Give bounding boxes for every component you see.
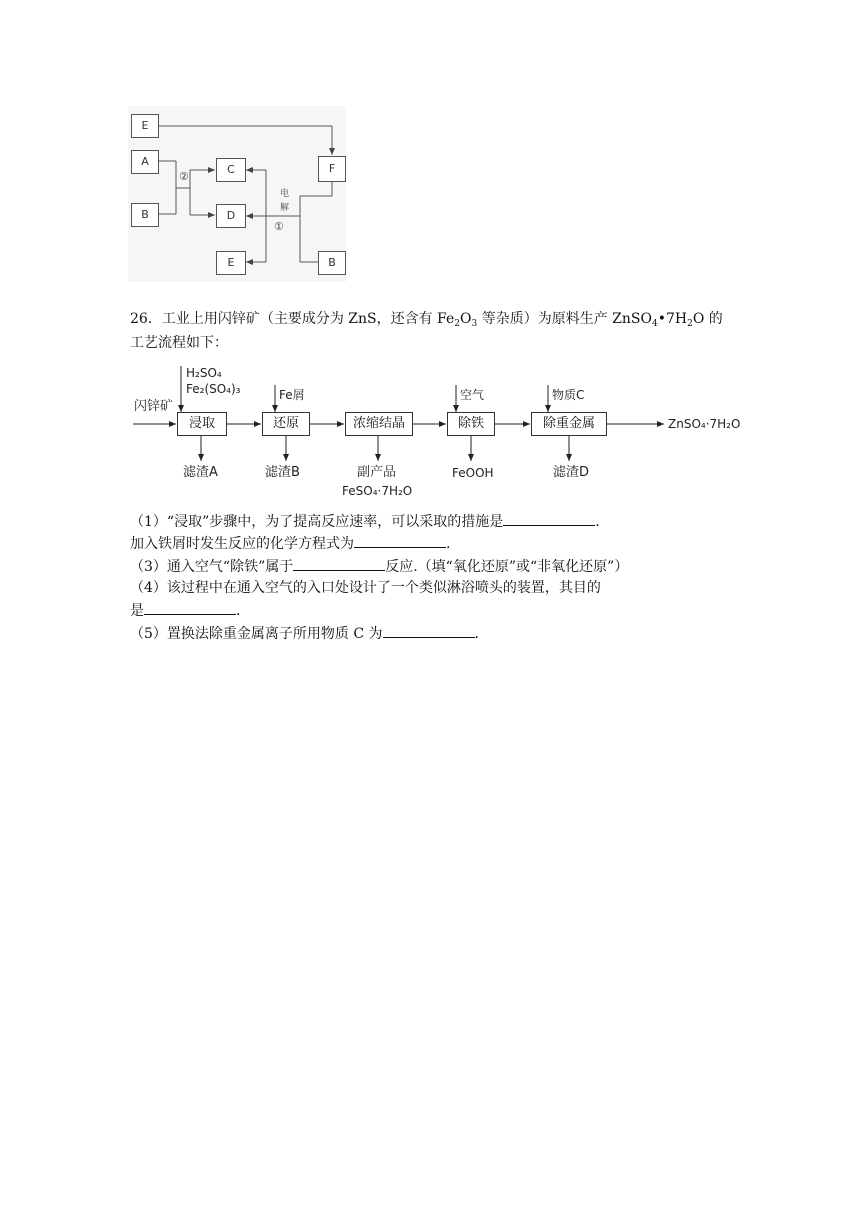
- question-26-line2: 工艺流程如下：: [130, 335, 228, 351]
- step-crystallization: 浓缩结晶: [345, 412, 413, 436]
- reagent-fe: Fe屑: [279, 388, 305, 402]
- reagent-h2so4: H₂SO₄: [186, 366, 222, 380]
- reagent-c: 物质C: [552, 388, 585, 402]
- q1b-end: .: [446, 536, 451, 552]
- input-ore-label: 闪锌矿: [134, 399, 174, 414]
- q5-end: .: [474, 626, 479, 642]
- answer-blank-3[interactable]: [293, 555, 385, 571]
- step-reduction: 还原: [262, 412, 310, 436]
- reagent-air: 空气: [460, 388, 485, 402]
- q3-text: （3）通入空气“除铁”属于: [130, 559, 294, 575]
- q1b-text: 加入铁屑时发生反应的化学方程式为: [130, 536, 354, 552]
- q26-text-c: 等杂质）为原料生产 ZnSO: [477, 311, 652, 327]
- q26-sub-1: 2: [454, 319, 461, 329]
- node-b-left: B: [131, 203, 159, 227]
- node-d: D: [216, 204, 246, 228]
- q26-sub-4: 2: [687, 319, 693, 329]
- q26-text-d: •7H: [657, 311, 688, 327]
- q5-text: （5）置换法除重金属离子所用物质 C 为: [130, 626, 383, 642]
- reaction-1-label: ①: [274, 220, 284, 233]
- subquestion-1-line2: [130, 532, 450, 555]
- node-f: F: [318, 156, 346, 182]
- q4b-end: .: [236, 603, 241, 619]
- q26-text-b: O: [460, 311, 472, 327]
- q4b-text: 是: [130, 603, 144, 619]
- q26-sub-3: 4: [651, 319, 658, 329]
- q3-end: 反应.（填“氧化还原”或“非氧化还原”）: [385, 559, 629, 575]
- residue-a: 滤渣A: [183, 465, 218, 480]
- q26-text-e: O 的: [692, 311, 723, 327]
- node-e-bottom: E: [216, 251, 246, 275]
- q1-text: （1）“浸取”步骤中，为了提高反应速率，可以采取的措施是: [130, 514, 504, 530]
- answer-blank-4[interactable]: [144, 599, 236, 615]
- residue-b: 滤渣B: [265, 465, 300, 480]
- subquestion-4-line1: （4）该过程中在通入空气的入口处设计了一个类似淋浴喷头的装置，其目的: [130, 580, 601, 596]
- answer-blank-5[interactable]: [383, 622, 475, 638]
- subquestion-1-line1: [130, 510, 600, 533]
- step-heavy-metal-removal: 除重金属: [531, 412, 607, 436]
- reaction-2-label: ②: [179, 170, 189, 183]
- subquestion-4-line2: [130, 599, 240, 622]
- node-a: A: [131, 150, 159, 174]
- subquestion-5: [130, 622, 479, 645]
- subquestion-3: [130, 555, 628, 578]
- q1-end: .: [595, 514, 600, 530]
- feooh-label: FeOOH: [452, 466, 494, 480]
- node-c: C: [216, 158, 246, 182]
- node-b-right: B: [318, 251, 346, 275]
- node-e-top: E: [131, 114, 159, 138]
- q26-sub-2: 3: [471, 319, 478, 329]
- step-leaching: 浸取: [177, 412, 227, 436]
- electrolysis-label-2: 解: [280, 203, 290, 213]
- electrolysis-label-1: 电: [280, 189, 290, 199]
- byproduct-label: 副产品: [357, 465, 397, 480]
- residue-d: 滤渣D: [553, 465, 590, 480]
- step-iron-removal: 除铁: [447, 412, 495, 436]
- answer-blank-1[interactable]: [503, 510, 595, 526]
- q26-text-a: 26．工业上用闪锌矿（主要成分为 ZnS，还含有 Fe: [130, 311, 455, 327]
- question-26-line1: [130, 308, 723, 330]
- byproduct-formula: FeSO₄·7H₂O: [342, 484, 413, 498]
- product-label: ZnSO₄·7H₂O: [668, 417, 741, 431]
- reagent-fe2so43: Fe₂(SO₄)₃: [186, 382, 241, 396]
- answer-blank-2[interactable]: [354, 532, 446, 548]
